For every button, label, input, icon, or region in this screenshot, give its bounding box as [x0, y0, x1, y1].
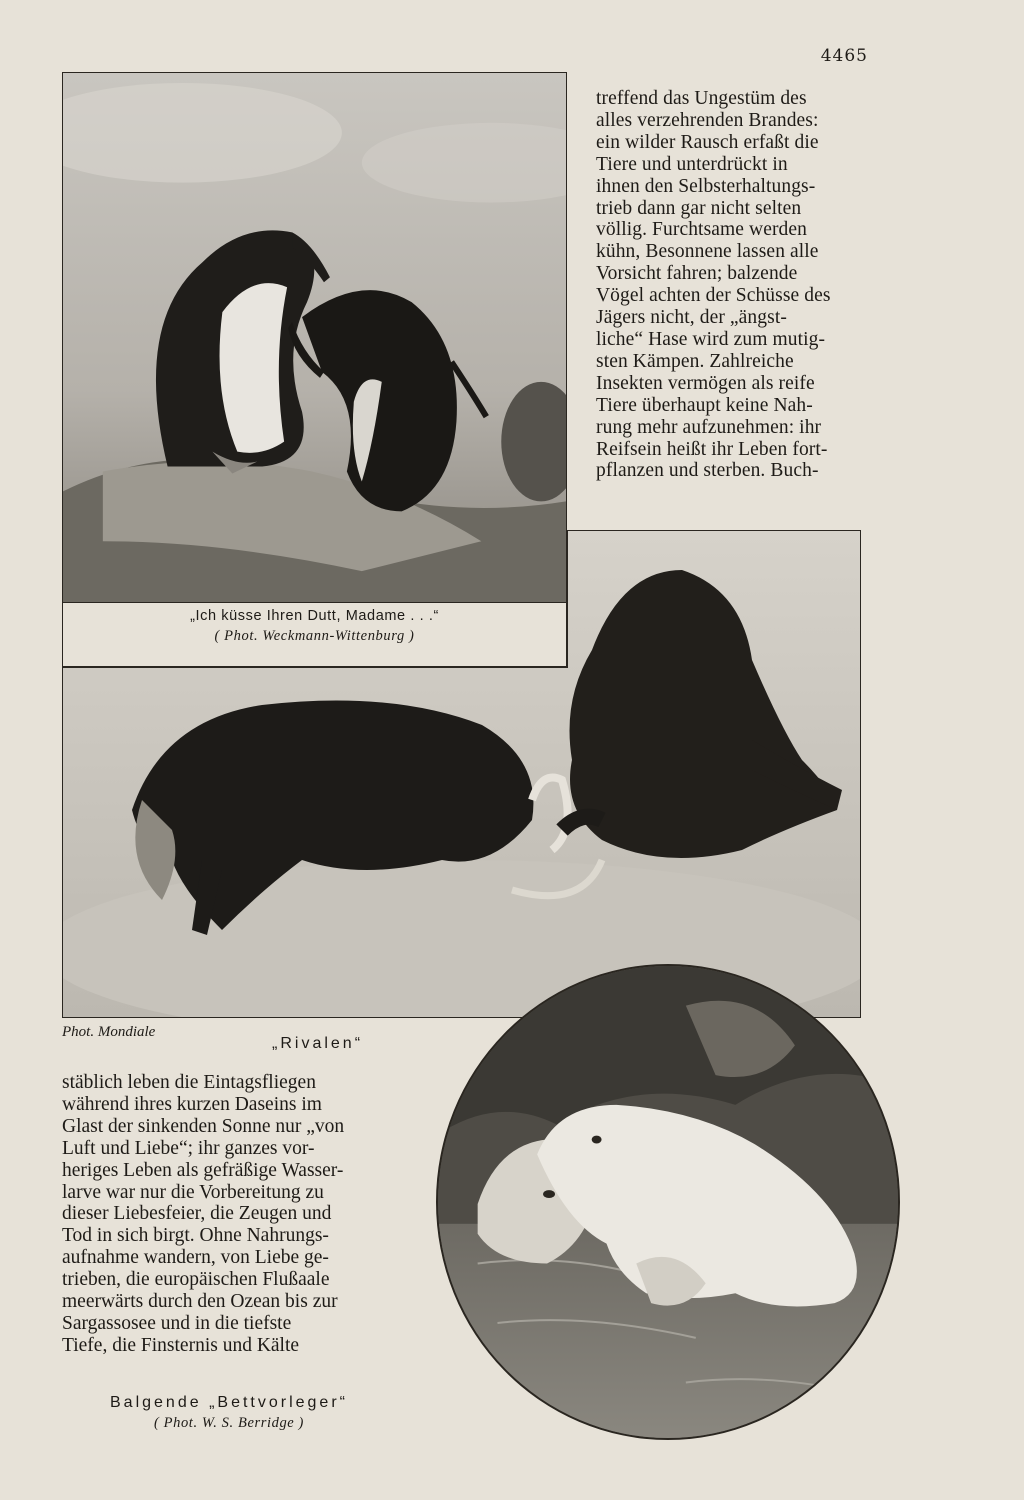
bison-caption-title: „Rivalen“ [272, 1035, 364, 1052]
text-line: Reifsein heißt ihr Leben fort- [596, 438, 828, 460]
text-line: Vögel achten der Schüsse des [596, 285, 831, 307]
text-line: treffend das Ungestüm des [596, 88, 807, 109]
text-line: trieb dann gar nicht selten [596, 197, 802, 219]
penguin-caption-title: „Ich küsse Ihren Dutt, Madame . . .“ [190, 608, 439, 624]
left-column-text [62, 1072, 392, 1357]
bison-photo [62, 530, 861, 1018]
penguin-photo [62, 72, 567, 603]
text-line: Glast der sinkenden Sonne nur „von [62, 1115, 345, 1137]
polar-bear-caption-title: Balgende „Bettvorleger“ [110, 1394, 348, 1411]
text-line: Jägers nicht, der „ängst- [596, 307, 787, 329]
text-line: larve war nur die Vorbereitung zu [62, 1181, 324, 1203]
text-line: Luft und Liebe“; ihr ganzes vor- [62, 1137, 315, 1159]
text-line: meerwärts durch den Ozean bis zur [62, 1291, 338, 1313]
text-line: Tiefe, die Finsternis und Kälte [62, 1334, 300, 1356]
polar-bear-caption-credit: ( Phot. W. S. Berridge ) [154, 1415, 304, 1431]
text-line: völlig. Furchtsame werden [596, 219, 807, 241]
page-number: 4465 [820, 46, 868, 66]
right-column-text [596, 88, 868, 482]
polar-bear-illustration [438, 966, 898, 1438]
text-line: aufnahme wandern, von Liebe ge- [62, 1247, 329, 1269]
text-line: kühn, Besonnene lassen alle [596, 241, 819, 263]
text-line: sten Kämpen. Zahlreiche [596, 350, 794, 372]
penguin-illustration [63, 73, 566, 602]
polar-bear-photo [436, 964, 900, 1440]
polar-bear-caption [60, 1392, 398, 1434]
text-line: Vorsicht fahren; balzende [596, 263, 798, 285]
text-line: stäblich leben die Eintagsfliegen [62, 1072, 316, 1093]
text-line: während ihres kurzen Daseins im [62, 1093, 322, 1115]
text-line: Tod in sich birgt. Ohne Nahrungs- [62, 1225, 329, 1247]
text-line: rung mehr aufzunehmen: ihr [596, 416, 822, 438]
text-line: Tiere und unterdrückt in [596, 153, 788, 175]
text-line: liche“ Hase wird zum mutig- [596, 328, 826, 350]
text-line: trieben, die europäischen Flußaale [62, 1269, 330, 1291]
text-line: Insekten vermögen als reife [596, 372, 815, 394]
text-line: Sargassosee und in die tiefste [62, 1312, 292, 1334]
bison-illustration [62, 530, 861, 1018]
text-line: Tiere überhaupt keine Nah- [596, 394, 813, 416]
text-line: heriges Leben als gefräßige Wasser- [62, 1159, 344, 1181]
bison-photo-credit: Phot. Mondiale [62, 1024, 156, 1040]
text-line: alles verzehrenden Brandes: [596, 109, 819, 131]
text-line: ein wilder Rausch erfaßt die [596, 131, 819, 153]
text-line: pflanzen und sterben. Buch- [596, 460, 819, 482]
text-line: ihnen den Selbsterhaltungs- [596, 175, 816, 197]
text-line: dieser Liebesfeier, die Zeugen und [62, 1203, 332, 1225]
penguin-caption-credit: ( Phot. Weckmann-Wittenburg ) [214, 628, 415, 644]
